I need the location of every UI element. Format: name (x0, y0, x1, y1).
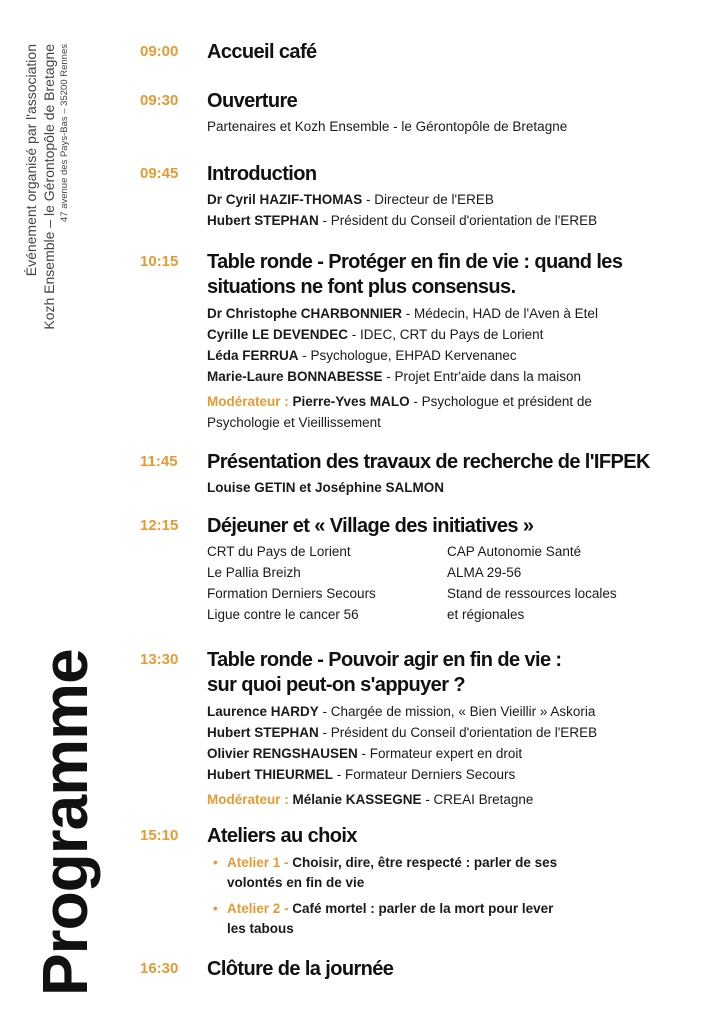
speaker-name: Léda FERRUA (207, 348, 299, 363)
item-text: Partenaires et Kozh Ensemble - le Gérontopôle de Bretagne (207, 119, 568, 134)
moderator (207, 391, 687, 412)
item-authors: Louise GETIN et Joséphine SALMON (207, 480, 445, 495)
speaker (207, 210, 687, 231)
item-time: 12:15 (140, 517, 179, 534)
workshop-label: Atelier 1 - (227, 855, 293, 870)
list-item: Formation Derniers Secours (207, 586, 376, 601)
speaker (207, 701, 687, 722)
speaker (207, 303, 687, 324)
speaker-name: Marie-Laure BONNABESSE (207, 369, 383, 384)
speaker-name: Dr Christophe CHARBONNIER (207, 306, 403, 321)
item-time: 15:10 (140, 827, 179, 844)
item-time: 11:45 (140, 453, 178, 470)
speaker-role: - Chargée de mission, « Bien Vieillir » Askoria (318, 704, 596, 719)
item-title-line-1: Table ronde - Protéger en fin de vie : quand les (207, 251, 623, 273)
speaker-role: - Formateur expert en droit (357, 746, 523, 761)
workshop-text-cont: volontés en fin de vie (227, 875, 365, 890)
item-title-line-2: sur quoi peut-on s'appuyer ? (207, 674, 465, 696)
moderator-name: Pierre-Yves MALO (292, 394, 410, 409)
item-title: Ouverture (207, 90, 298, 112)
list-item: CAP Autonomie Santé (447, 544, 582, 559)
item-time: 09:00 (140, 43, 179, 60)
workshop-text-cont: les tabous (227, 921, 294, 936)
speaker (207, 743, 687, 764)
moderator-label: Modérateur : (207, 394, 293, 409)
list-item: Ligue contre le cancer 56 (207, 607, 359, 622)
speaker-name: Hubert STEPHAN (207, 725, 319, 740)
item-title: Présentation des travaux de recherche de l'IFPEK (207, 451, 650, 473)
item-title: Déjeuner et « Village des initiatives » (207, 515, 534, 537)
speaker (207, 366, 687, 387)
speaker-role: - IDEC, CRT du Pays de Lorient (348, 327, 544, 342)
item-time: 09:30 (140, 92, 179, 109)
speaker-name: Cyrille LE DEVENDEC (207, 327, 349, 342)
speaker-role: - Projet Entr'aide dans la maison (382, 369, 581, 384)
list-item: ALMA 29-56 (447, 565, 522, 580)
initiatives-list (207, 541, 687, 625)
bullet-icon: • (213, 855, 218, 870)
speaker-role: - Formateur Derniers Secours (333, 767, 516, 782)
item-title: Introduction (207, 163, 317, 185)
list-item: Stand de ressources locales (447, 586, 617, 601)
speaker-role: - Médecin, HAD de l'Aven à Etel (402, 306, 598, 321)
initiatives-left (207, 541, 447, 625)
moderator-label: Modérateur : (207, 792, 293, 807)
sidebar (0, 0, 110, 1024)
speaker (207, 345, 687, 366)
moderator-role-cont: Psychologie et Vieillissement (207, 415, 381, 430)
moderator (207, 789, 687, 810)
item-title: Ateliers au choix (207, 825, 357, 847)
speaker (207, 764, 687, 785)
workshop-label: Atelier 2 - (227, 901, 293, 916)
bullet-icon: • (213, 901, 218, 916)
workshop-text: Choisir, dire, être respecté : parler de ses (292, 855, 558, 870)
page-title: Programme (29, 649, 101, 996)
speaker-role: - Directeur de l'EREB (362, 192, 494, 207)
organizer-address: 47 avenue des Pays-Bas – 35200 Rennes (59, 44, 70, 222)
moderator-name: Mélanie KASSEGNE (292, 792, 422, 807)
speaker (207, 189, 687, 210)
list-item: et régionales (447, 607, 525, 622)
speaker-role: - Président du Conseil d'orientation de l'EREB (318, 725, 598, 740)
speaker (207, 324, 687, 345)
speaker-name: Dr Cyril HAZIF-THOMAS (207, 192, 363, 207)
moderator-role: - CREAI Bretagne (421, 792, 534, 807)
speaker-role: - Psychologue, EHPAD Kervenanec (298, 348, 517, 363)
workshop-2 (207, 899, 687, 939)
organizer-info (22, 44, 102, 364)
initiatives-right (447, 541, 687, 625)
item-time: 16:30 (140, 960, 179, 977)
speaker-name: Hubert THIEURMEL (207, 767, 333, 782)
list-item: Le Pallia Breizh (207, 565, 301, 580)
speaker-name: Olivier RENGSHAUSEN (207, 746, 358, 761)
list-item: CRT du Pays de Lorient (207, 544, 351, 559)
item-time: 13:30 (140, 651, 179, 668)
item-title: Accueil café (207, 41, 317, 63)
item-title: Clôture de la journée (207, 958, 394, 980)
speaker (207, 722, 687, 743)
organizer-line-2: Kozh Ensemble – le Gérontopôle de Bretagne (41, 44, 57, 330)
item-time: 09:45 (140, 165, 179, 182)
speaker-name: Laurence HARDY (207, 704, 319, 719)
item-title-line-1: Table ronde - Pouvoir agir en fin de vie : (207, 649, 562, 671)
organizer-line-1: Événement organisé par l'association (23, 44, 39, 277)
speaker-name: Hubert STEPHAN (207, 213, 319, 228)
speaker-role: - Président du Conseil d'orientation de l'EREB (318, 213, 598, 228)
item-time: 10:15 (140, 253, 179, 270)
item-title-line-2: situations ne font plus consensus. (207, 276, 516, 298)
moderator-role: - Psychologue et président de (409, 394, 592, 409)
workshop-text: Café mortel : parler de la mort pour lever (292, 901, 554, 916)
workshop-1 (207, 853, 687, 893)
